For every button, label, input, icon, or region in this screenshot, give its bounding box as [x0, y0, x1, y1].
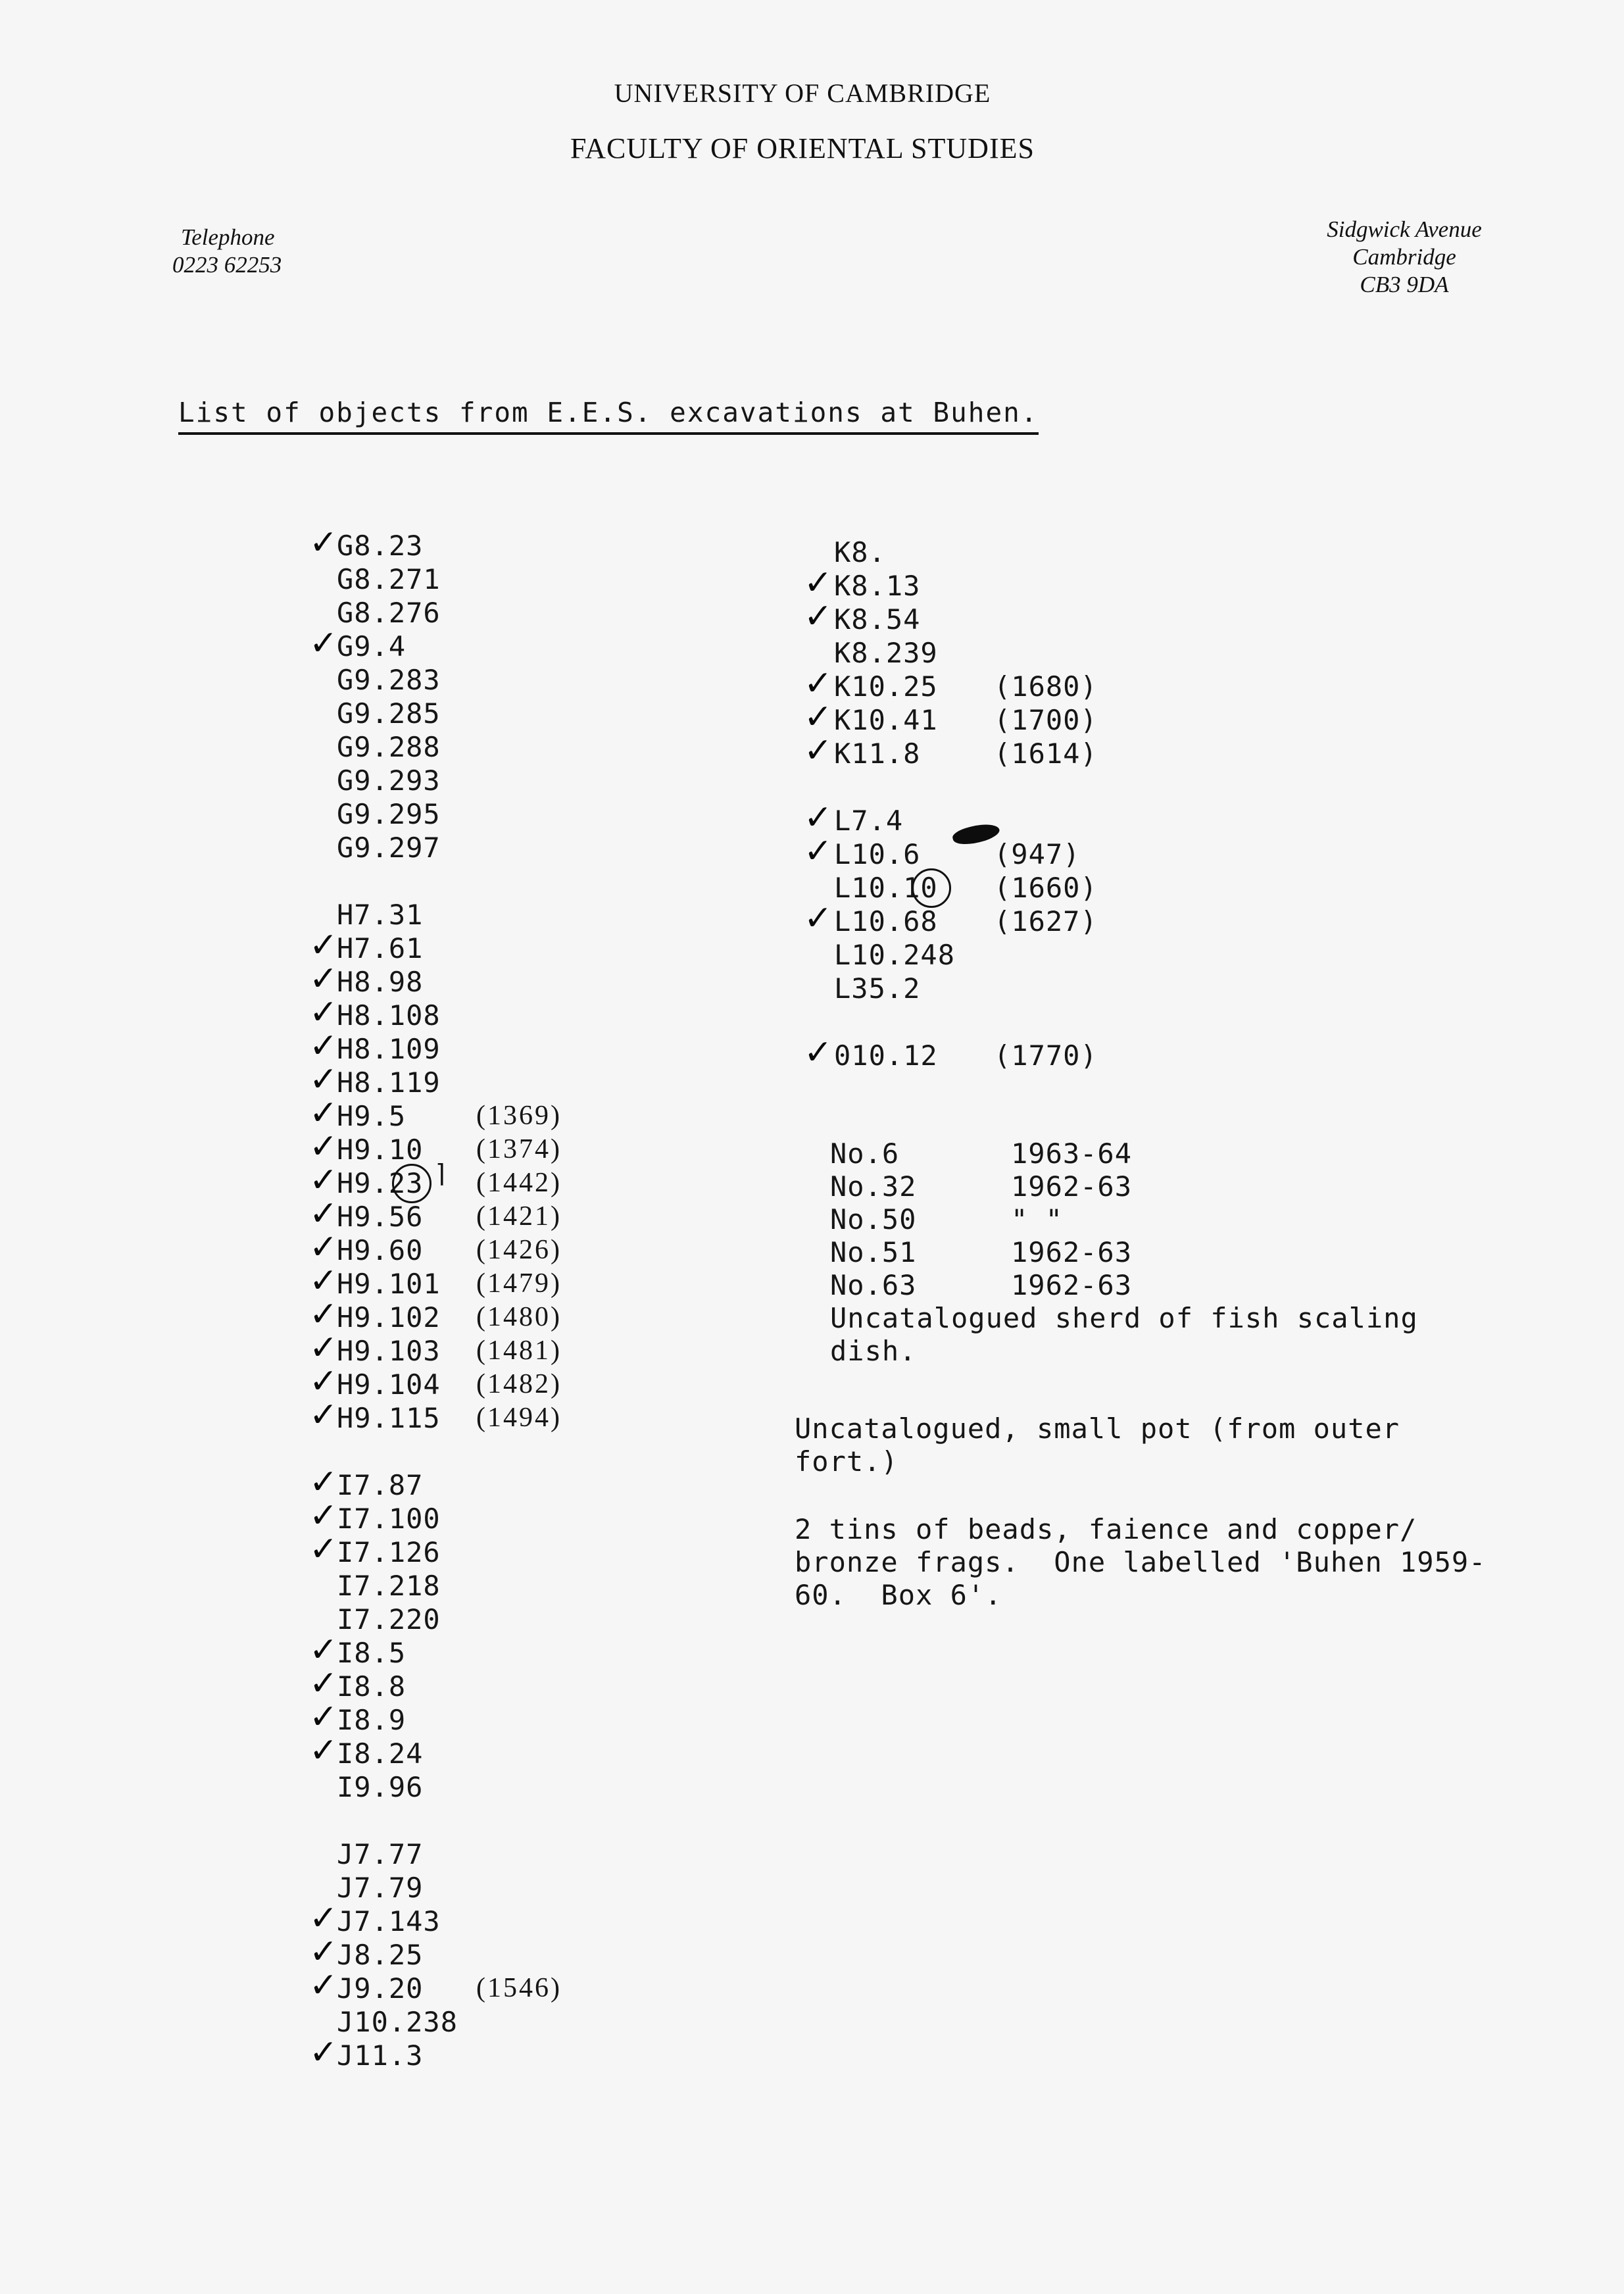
university-name: UNIVERSITY OF CAMBRIDGE [614, 78, 991, 108]
check-mark-icon: ✓ [804, 597, 833, 636]
item-number: No.50 [830, 1203, 917, 1235]
object-list-left [309, 523, 562, 2072]
object-code: G8.23 [337, 530, 424, 562]
object-row [309, 1664, 458, 1703]
object-row [309, 1899, 458, 1938]
object-row [337, 2005, 458, 2039]
catalogue-number: (1480) [476, 1302, 562, 1332]
object-code: G9.288 [337, 731, 441, 763]
object-code: J11.3 [337, 2039, 424, 2072]
telephone-number: 0223 62253 [172, 252, 282, 278]
object-code: K8.54 [834, 603, 921, 636]
catalogue-number: (1426) [476, 1235, 562, 1265]
object-code: J7.143 [337, 1905, 441, 1937]
check-mark-icon: ✓ [309, 1228, 339, 1267]
catalogue-number: (1374) [476, 1134, 562, 1164]
object-code: L10.68 [834, 905, 938, 937]
object-code: H7.61 [337, 932, 424, 964]
object-row [309, 1496, 458, 1535]
check-mark-icon: ✓ [309, 1395, 339, 1435]
catalogue-number: (1627) [994, 905, 1098, 937]
check-mark-icon: ✓ [804, 731, 833, 770]
object-row [804, 563, 955, 603]
object-row [337, 730, 458, 764]
catalogue-number: (1482) [476, 1369, 562, 1399]
check-mark-icon: ✓ [309, 1530, 339, 1569]
object-row [309, 1731, 458, 1770]
hand-circle-mark [912, 868, 951, 908]
item-number: No.51 [830, 1236, 917, 1268]
object-row [804, 731, 1098, 770]
object-row [309, 523, 458, 562]
object-code: G9.293 [337, 764, 441, 797]
check-mark-icon: ✓ [309, 1731, 339, 1770]
item-season: 1962-63 [1011, 1236, 1133, 1268]
object-code: G9.297 [337, 832, 441, 864]
object-code: G9.285 [337, 697, 441, 730]
object-code: J7.77 [337, 1838, 424, 1870]
object-code: H8.98 [337, 966, 424, 998]
object-row [804, 899, 1098, 938]
check-mark-icon: ✓ [804, 664, 833, 703]
item-season: " " [1011, 1203, 1063, 1235]
numbered-item-row [830, 1203, 1063, 1236]
object-code: I9.96 [337, 1771, 424, 1803]
check-mark-icon: ✓ [309, 1261, 339, 1301]
object-row [309, 1462, 458, 1502]
catalogue-number: (1442) [476, 1168, 562, 1198]
object-code: H9.103 [337, 1335, 441, 1367]
object-code: 010.12 [834, 1039, 938, 1072]
object-row [337, 898, 458, 932]
check-mark-icon: ✓ [804, 1033, 833, 1072]
telephone-block [172, 224, 282, 279]
check-mark-icon: ✓ [309, 624, 339, 663]
object-code: J8.25 [337, 1939, 424, 1971]
object-row [337, 562, 458, 596]
object-code: J10.238 [337, 2006, 458, 2038]
check-mark-icon: ✓ [309, 1899, 339, 1938]
note-bead-tins: 2 tins of beads, faience and copper/ bronze frags. One labelled 'Buhen 1959- 60. Box 6'. [795, 1513, 1487, 1611]
object-code: K10.41 [834, 704, 938, 736]
object-code: I8.9 [337, 1704, 406, 1736]
object-row [337, 1770, 458, 1804]
object-code: G9.295 [337, 798, 441, 830]
check-mark-icon: ✓ [309, 1194, 339, 1234]
object-row [309, 1630, 458, 1670]
object-code: L10.248 [834, 939, 956, 971]
catalogue-number: (1481) [476, 1335, 562, 1366]
check-mark-icon: ✓ [309, 2033, 339, 2072]
catalogue-number: (947) [994, 838, 1081, 870]
object-list-right [804, 536, 1098, 1072]
object-code: K8.13 [834, 570, 921, 602]
note-small-pot: Uncatalogued, small pot (from outer fort.) [795, 1412, 1400, 1478]
object-row [804, 798, 955, 837]
object-row [834, 938, 955, 972]
object-row [834, 871, 1098, 905]
numbered-item-row [830, 1137, 1133, 1170]
catalogue-number: (1680) [994, 670, 1098, 703]
object-code: H9.56 [337, 1201, 424, 1233]
numbered-item-row [830, 1170, 1133, 1203]
check-mark-icon: ✓ [309, 1093, 339, 1133]
object-code: H8.108 [337, 999, 441, 1032]
check-mark-icon: ✓ [804, 798, 833, 837]
check-mark-icon: ✓ [309, 1127, 339, 1166]
catalogue-number: (1770) [994, 1039, 1098, 1072]
object-code: J9.20 [337, 1972, 424, 2005]
numbered-item-row [830, 1236, 1133, 1269]
object-code: I7.100 [337, 1503, 441, 1535]
object-code: H7.31 [337, 899, 424, 931]
check-mark-icon: ✓ [309, 1664, 339, 1703]
check-mark-icon: ✓ [309, 1496, 339, 1535]
address-line: CB3 9DA [1360, 272, 1449, 297]
object-code: H8.109 [337, 1033, 441, 1065]
object-code: J7.79 [337, 1872, 424, 1904]
object-code: L7.4 [834, 805, 904, 837]
object-row [337, 697, 458, 730]
faculty-name: FACULTY OF ORIENTAL STUDIES [570, 132, 1035, 164]
check-mark-icon: ✓ [309, 1160, 339, 1200]
object-row [309, 1362, 562, 1401]
catalogue-number: (1369) [476, 1101, 562, 1131]
check-mark-icon: ✓ [309, 1328, 339, 1368]
object-row [834, 636, 955, 670]
check-mark-icon: ✓ [309, 1932, 339, 1972]
object-row [309, 1261, 562, 1301]
object-row [309, 1328, 562, 1368]
object-code: K8. [834, 536, 886, 568]
object-code: G9.4 [337, 630, 406, 662]
object-row [804, 832, 1081, 871]
object-code: K11.8 [834, 737, 921, 770]
object-code: H9.115 [337, 1402, 441, 1434]
object-row [337, 1603, 458, 1636]
object-row [337, 797, 458, 831]
check-mark-icon: ✓ [309, 959, 339, 999]
object-code: L35.2 [834, 972, 921, 1005]
note-fish-sherd: Uncatalogued sherd of fish scaling dish. [830, 1302, 1418, 1367]
address-line: Cambridge [1352, 244, 1456, 270]
catalogue-number: (1421) [476, 1201, 562, 1232]
catalogue-number: (1479) [476, 1268, 562, 1299]
item-season: 1962-63 [1011, 1269, 1133, 1301]
check-mark-icon: ✓ [309, 1697, 339, 1737]
address-block [1263, 216, 1546, 299]
object-row [309, 1159, 562, 1200]
object-row [309, 624, 458, 663]
object-row [309, 1697, 458, 1737]
object-code: H9.102 [337, 1301, 441, 1334]
object-code: H9.10 [337, 1134, 424, 1166]
object-row [337, 764, 458, 797]
check-mark-icon: ✓ [309, 523, 339, 562]
list-heading: List of objects from E.E.S. excavations at Buhen. [178, 397, 1039, 435]
object-row [309, 959, 458, 999]
check-mark-icon: ✓ [309, 926, 339, 965]
object-code: G8.271 [337, 563, 441, 595]
object-row [337, 831, 458, 864]
object-code: I7.126 [337, 1536, 441, 1568]
object-code: I8.5 [337, 1637, 406, 1669]
object-row [309, 1228, 562, 1267]
object-row [834, 536, 955, 569]
catalogue-number: (1614) [994, 737, 1098, 770]
check-mark-icon: ✓ [309, 1026, 339, 1066]
object-row [309, 1530, 458, 1569]
object-code: H9.104 [337, 1368, 441, 1401]
catalogue-number: (1660) [994, 872, 1098, 904]
object-row [337, 1871, 458, 1905]
object-row [337, 663, 458, 697]
object-row [309, 926, 458, 965]
object-code: H9.23 [337, 1167, 424, 1199]
numbered-items-list [830, 1137, 1133, 1302]
object-row [309, 1194, 562, 1234]
object-code: H9.5 [337, 1100, 406, 1132]
object-row [309, 1966, 562, 2005]
object-row [309, 1932, 458, 1972]
object-row [309, 1295, 562, 1334]
check-mark-icon: ✓ [804, 899, 833, 938]
object-code: I7.218 [337, 1570, 441, 1602]
check-mark-icon: ✓ [804, 832, 833, 871]
address-line: Sidgwick Avenue [1327, 216, 1482, 242]
object-row [309, 1395, 562, 1435]
check-mark-icon: ✓ [309, 1630, 339, 1670]
object-row [309, 2033, 458, 2072]
object-row [337, 1569, 458, 1603]
object-row [804, 1033, 1098, 1072]
object-row [309, 993, 458, 1032]
object-code: H8.119 [337, 1066, 441, 1099]
check-mark-icon: ✓ [309, 1362, 339, 1401]
numbered-item-row [830, 1269, 1133, 1302]
check-mark-icon: ✓ [309, 1295, 339, 1334]
object-row [337, 1837, 458, 1871]
object-code: I7.87 [337, 1469, 424, 1501]
object-code: G9.283 [337, 664, 441, 696]
check-mark-icon: ✓ [804, 563, 833, 603]
object-code: I8.24 [337, 1737, 424, 1770]
catalogue-number: (1700) [994, 704, 1098, 736]
item-number: No.32 [830, 1170, 917, 1203]
object-code: L10.10 [834, 872, 938, 904]
object-code: I7.220 [337, 1603, 441, 1635]
object-code: G8.276 [337, 597, 441, 629]
object-row [337, 596, 458, 630]
object-row [309, 1093, 562, 1133]
object-code: I8.8 [337, 1670, 406, 1703]
item-number: No.6 [830, 1137, 900, 1170]
catalogue-number: (1546) [476, 1973, 562, 2003]
telephone-label: Telephone [181, 224, 275, 250]
check-mark-icon: ✓ [309, 1462, 339, 1502]
object-row [309, 1060, 458, 1099]
object-code: K8.239 [834, 637, 938, 669]
item-number: No.63 [830, 1269, 917, 1301]
bracket-mark-icon: ⌉ [435, 1159, 446, 1188]
object-code: K10.25 [834, 670, 938, 703]
object-row [309, 1026, 458, 1066]
item-season: 1963-64 [1011, 1137, 1133, 1170]
check-mark-icon: ✓ [309, 1966, 339, 2005]
object-row [804, 597, 955, 636]
object-code: H9.101 [337, 1268, 441, 1300]
check-mark-icon: ✓ [309, 1060, 339, 1099]
check-mark-icon: ✓ [804, 697, 833, 737]
item-season: 1962-63 [1011, 1170, 1133, 1203]
object-row [804, 664, 1098, 703]
object-code: L10.6 [834, 838, 921, 870]
object-row [834, 972, 955, 1005]
object-code: H9.60 [337, 1234, 424, 1266]
check-mark-icon: ✓ [309, 993, 339, 1032]
hand-circle-mark [392, 1164, 431, 1203]
object-row [804, 697, 1098, 737]
catalogue-number: (1494) [476, 1403, 562, 1433]
